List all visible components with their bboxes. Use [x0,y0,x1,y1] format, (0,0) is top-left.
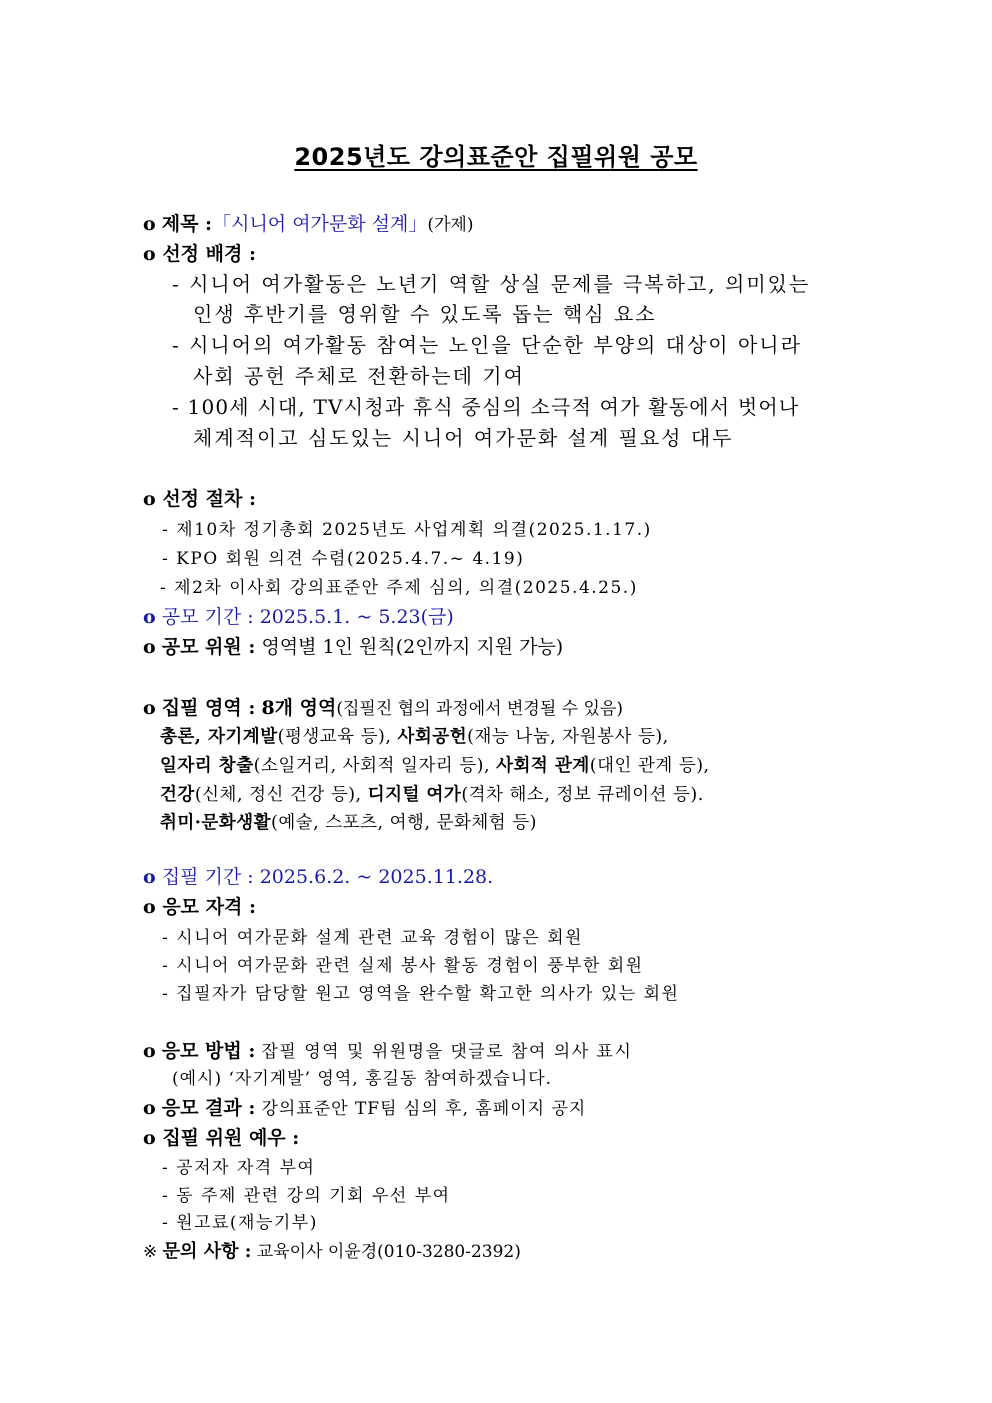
area-name: 총론, 자기계발 [160,727,278,747]
procedure-item: - KPO 회원 의견 수렴(2025.4.7.~ 4.19) [162,549,525,569]
area-note: (재능 나눔, 자원봉사 등), [467,727,669,747]
procedure-heading [143,488,256,511]
bullet: o [143,896,156,918]
areas-list-line [160,756,710,777]
bullet: o [143,1127,156,1149]
background-item: - 시니어의 여가활동 참여는 노인을 단순한 부양의 대상이 아니라 [172,333,802,357]
bullet: o [143,488,156,510]
area-note: (대인 관계 등), [589,756,710,776]
area-note: (소일거리, 사회적 일자리 등), [253,756,497,776]
background-item: 체계적이고 심도있는 시니어 여가문화 설계 필요성 대두 [193,426,734,450]
area-name: 사회적 관계 [496,756,590,776]
members-label: 공모 위원 : [161,636,256,658]
background-heading [143,243,256,266]
benefits-heading [143,1127,299,1150]
background-item: 인생 후반기를 영위할 수 있도록 돕는 핵심 요소 [193,302,657,326]
qualification-item: - 시니어 여가문화 설계 관련 교육 경험이 많은 회원 [162,928,583,948]
area-note: (예술, 스포츠, 여행, 문화체험 등) [271,813,537,833]
writing-period-value: 2025.6.2. ~ 2025.11.28. [259,866,494,888]
area-name: 사회공헌 [397,727,468,747]
result-value: 강의표준안 TF팀 심의 후, 홈페이지 공지 [261,1099,587,1119]
areas-list-line [160,727,669,748]
qualification-item: - 시니어 여가문화 관련 실제 봉사 활동 경험이 풍부한 회원 [162,956,644,976]
benefits-item: - 원고료(재능기부) [162,1213,318,1233]
areas-count: 8개 영역 [261,697,337,719]
area-name: 건강 [160,785,195,805]
procedure-label: 선정 절차 : [162,488,256,510]
subject-close-bracket: 」 [408,213,428,235]
method-label: 응모 방법 : [161,1040,256,1062]
period-value: 2025.5.1. ~ 5.23(금) [259,606,454,628]
areas-list-line [160,785,704,806]
period-label: 공모 기간 : [161,606,254,628]
document-title: 2025년도 강의표준안 집필위원 공모 [294,143,698,171]
inquiry-line [143,1241,521,1263]
qualification-heading [143,896,256,919]
method-value: 잡필 영역 및 위원명을 댓글로 참여 의사 표시 [261,1042,633,1062]
subject-open-bracket: 「 [212,213,232,235]
method-example: (예시) ‘자기계발’ 영역, 홍길동 참여하겠습니다. [172,1069,553,1089]
areas-line [143,697,623,720]
writing-period-label: 집필 기간 : [161,866,254,888]
bullet: o [143,606,156,628]
result-label: 응모 결과 : [161,1097,256,1119]
bullet: o [143,697,156,719]
qualification-item: - 집필자가 담당할 원고 영역을 완수할 확고한 의사가 있는 회원 [162,984,680,1004]
result-line [143,1097,586,1120]
bullet: o [143,866,156,888]
subject-label: 제목 : [161,213,213,235]
areas-note: (집필진 협의 과정에서 변경될 수 있음) [336,699,623,719]
area-note: (평생교육 등), [277,727,398,747]
procedure-item: - 제2차 이사회 강의표준안 주제 심의, 의결(2025.4.25.) [160,578,638,598]
members-value: 영역별 1인 원칙(2인까지 지원 가능) [261,636,564,658]
bullet: o [143,636,156,658]
subject-value: 시니어 여가문화 설계 [231,213,409,235]
inquiry-label: 문의 사항 : [162,1241,252,1262]
members-line [143,636,563,659]
area-name: 일자리 창출 [160,756,254,776]
method-line [143,1040,632,1063]
benefits-label: 집필 위원 예우 : [162,1127,300,1149]
background-item: 사회 공헌 주체로 전환하는데 기여 [193,364,525,388]
area-note: (신체, 정신 건강 등), [194,785,368,805]
background-item: - 100세 시대, TV시청과 휴식 중심의 소극적 여가 활동에서 벗어나 [172,395,800,419]
qualification-label: 응모 자격 : [162,896,256,918]
area-name: 취미·문화생활 [160,813,272,833]
benefits-item: - 공저자 자격 부여 [162,1158,316,1178]
procedure-item: - 제10차 정기총회 2025년도 사업계획 의결(2025.1.17.) [162,520,652,540]
benefits-item: - 동 주제 관련 강의 기회 우선 부여 [162,1186,451,1206]
bullet: o [143,213,156,235]
area-name: 디지털 여가 [367,785,462,805]
writing-period-line [143,866,493,889]
background-label: 선정 배경 : [162,243,256,265]
background-item: - 시니어 여가활동은 노년기 역할 상실 문제를 극복하고, 의미있는 [172,272,811,296]
subject-suffix: (가제) [427,215,474,235]
period-line [143,606,454,629]
bullet: o [143,1040,156,1062]
area-note: (격차 해소, 정보 큐레이션 등). [461,785,704,805]
reference-mark: ※ [143,1242,158,1262]
areas-label: 집필 영역 : [161,697,256,719]
bullet: o [143,1097,156,1119]
inquiry-value: 교육이사 이윤경(010-3280-2392) [256,1242,521,1262]
bullet: o [143,243,156,265]
areas-list-line [160,813,537,834]
subject-line [143,213,473,236]
